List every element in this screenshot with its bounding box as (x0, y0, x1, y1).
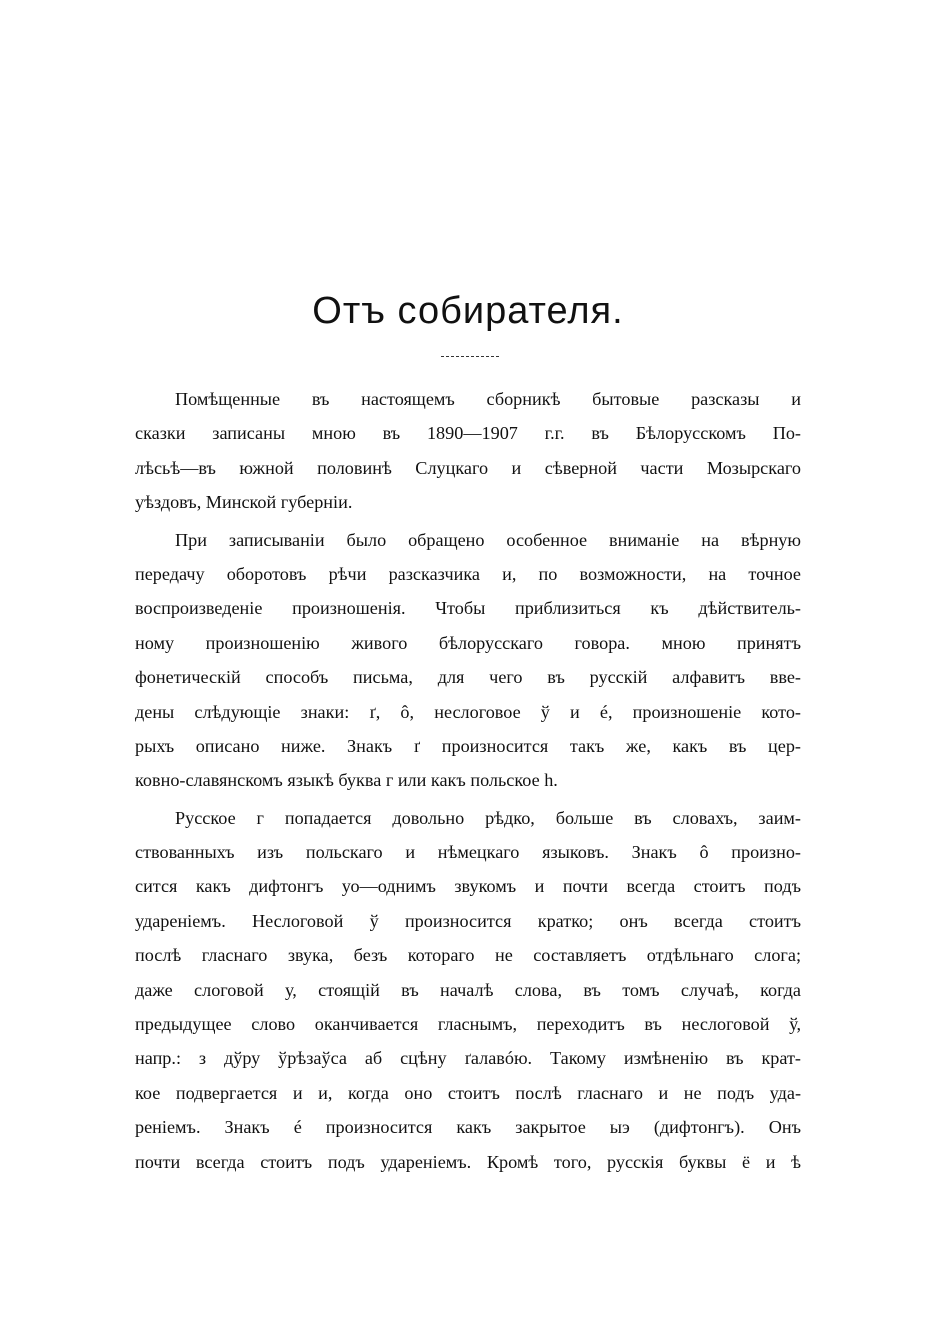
text-line: фонетическій способъ письма, для чего въ русскій алфавитъ вве- (135, 667, 801, 688)
text-line: лѣсьѣ—въ южной половинѣ Слуцкаго и сѣверной части Мозырскаго (135, 457, 801, 478)
text-line: ковно-славянскомъ языкѣ буква г или какъ польское h. (135, 770, 558, 791)
text-line: кое подвергается и и, когда оно стоитъ послѣ гласнаго и не подъ уда- (135, 1082, 801, 1103)
text-line: Помѣщенные въ настоящемъ сборникѣ бытовые разсказы и (175, 389, 801, 409)
text-line: удареніемъ. Неслоговой ў произносится кратко; онъ всегда стоитъ (135, 910, 801, 931)
text-line: ствованныхъ изъ польскаго и нѣмецкаго языковъ. Знакъ ô произно- (135, 842, 801, 863)
paragraph (135, 801, 801, 1179)
paragraph (135, 523, 801, 798)
text-line: воспроизведеніе произношенія. Чтобы приблизиться къ дѣйствитель- (135, 598, 801, 619)
text-line: дены слѣдующіе знаки: ґ, ô, неслоговое ў и é, произношеніе кото- (135, 701, 801, 722)
text-line: рыхъ описано ниже. Знакъ ґ произносится такъ же, какъ въ цер- (135, 735, 801, 756)
text-line: сится какъ дифтонгъ уо—однимъ звукомъ и почти всегда стоитъ подъ (135, 876, 801, 897)
body-text (135, 382, 801, 1179)
text-line: напр.: з дўру ўрѣзаўса аб сцѣну ґалавóю. Такому измѣненію въ крат- (135, 1048, 801, 1069)
text-line: уѣздовъ, Минской губерніи. (135, 492, 353, 513)
page-title: Отъ собирателя. (312, 290, 624, 332)
text-line: реніемъ. Знакъ é произносится какъ закрытое ыэ (дифтонгъ). Онъ (135, 1117, 801, 1138)
text-line: послѣ гласнаго звука, безъ котораго не составляетъ отдѣльнаго слога; (135, 945, 801, 966)
text-line: Русское г попадается довольно рѣдко, больше въ словахъ, заим- (175, 807, 801, 828)
text-line: даже слоговой у, стоящій въ началѣ слова, въ томъ случаѣ, когда (135, 979, 801, 1000)
text-line: предыдущее слово оканчивается гласнымъ, переходитъ въ неслоговой ў, (135, 1014, 801, 1035)
text-line: сказки записаны мною въ 1890—1907 г.г. въ Бѣлорусскомъ По- (135, 423, 801, 444)
text-line: При записываніи было обращено особенное вниманіе на вѣрную (175, 529, 801, 550)
paragraph (135, 382, 801, 520)
text-line: почти всегда стоитъ подъ удареніемъ. Кромѣ того, русскія буквы ё и ѣ (135, 1151, 801, 1172)
text-line: ному произношенію живого бѣлорусскаго говора. мною принятъ (135, 632, 801, 653)
text-line: передачу оборотовъ рѣчи разсказчика и, по возможности, на точное (135, 563, 801, 584)
title-divider (441, 356, 499, 357)
